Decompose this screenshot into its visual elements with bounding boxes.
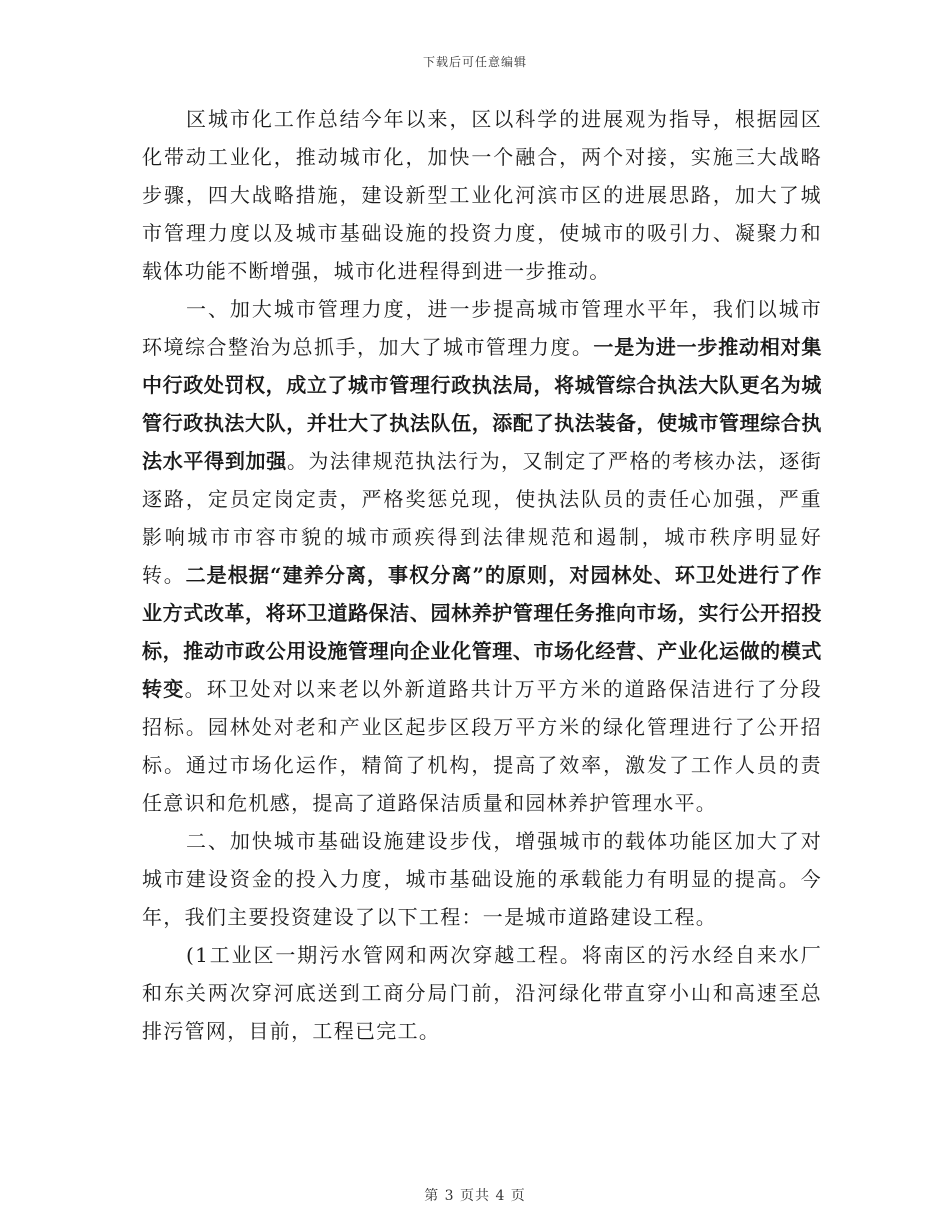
- document-body: [142, 100, 822, 1050]
- bold-text: 一是为进一步推动相对集中行政处罚权，成立了城市管理行政执法局，将城管综合执法大队更名为城管行政执法大队，并壮大了执法队伍，添配了执法装备，使城市管理综合执法水平得到加强: [142, 335, 822, 473]
- page-header: 下载后可任意编辑: [422, 55, 527, 69]
- paragraph-text: 。环卫处对以来老以外新道路共计万平方米的道路保洁进行了分段招标。园林处对老和产业区起步区段万平方米的绿化管理进行了公开招标。通过市场化运作，精简了机构，提高了效率，激发了工作人员的责任意识和危机感，提高了道路保洁质量和园林养护管理水平。: [142, 677, 822, 815]
- paragraph-project-1: (1工业区一期污水管网和两次穿越工程。将南区的污水经自来水厂和东关两次穿河底送到工商分局门前，沿河绿化带直穿小山和高速至总排污管网，目前，工程已完工。: [142, 943, 822, 1043]
- page-footer: 第 3 页共 4 页: [424, 1188, 526, 1204]
- paragraph-intro: 区城市化工作总结今年以来，区以科学的进展观为指导，根据园区化带动工业化，推动城市化，加快一个融合，两个对接，实施三大战略步骤，四大战略措施，建设新型工业化河滨市区的进展思路，加大了城市管理力度以及城市基础设施的投资力度，使城市的吸引力、凝聚力和载体功能不断增强，城市化进程得到进一步推动。: [142, 107, 822, 283]
- paragraph-infrastructure: 二、加快城市基础设施建设步伐，增强城市的载体功能区加大了对城市建设资金的投入力度，城市基础设施的承载能力有明显的提高。今年，我们主要投资建设了以下工程：一是城市道路建设工程。: [142, 829, 822, 929]
- paragraph-city-management: [142, 290, 822, 822]
- bold-text: 二是根据“建养分离，事权分离”的原则，对园林处、环卫处进行了作业方式改革，将环卫道路保洁、园林养护管理任务推向市场，实行公开招投标，推动市政公用设施管理向企业化管理、市场化经营、产业化运做的模式转变: [142, 563, 822, 701]
- paragraph-text: 一、加大城市管理力度，进一步提高城市管理水平年，我们以城市环境综合整治为总抓手，加大了城市管理力度。: [142, 297, 822, 359]
- paragraph-text: 。为法律规范执法行为，又制定了严格的考核办法，逐街逐路，定员定岗定责，严格奖惩兑现，使执法队员的责任心加强，严重影响城市市容市貌的城市顽疾得到法律规范和遏制，城市秩序明显好转。: [142, 449, 823, 587]
